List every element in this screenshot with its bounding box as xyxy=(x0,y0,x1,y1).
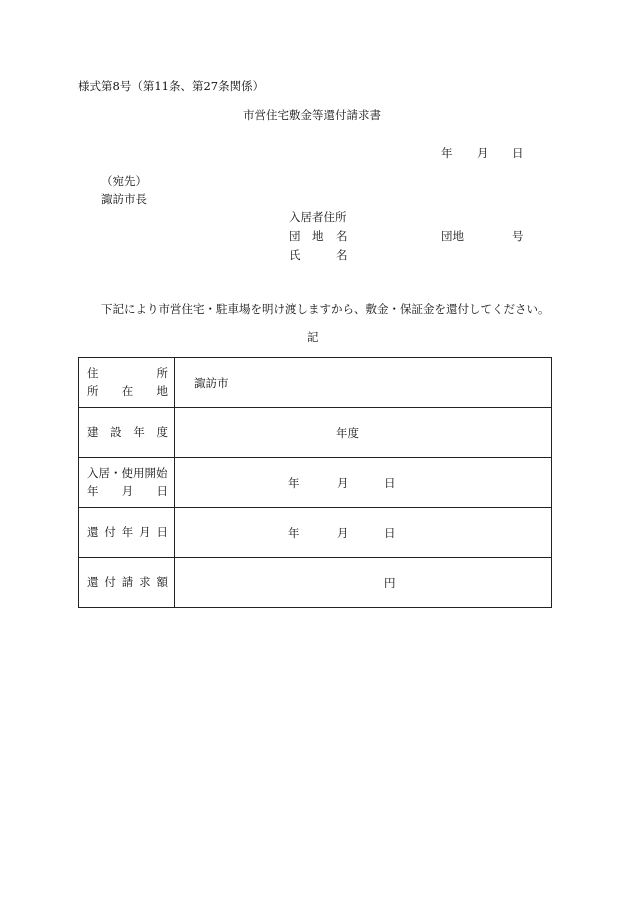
label-char: 建 xyxy=(87,424,99,439)
addressee-name: 諏訪市長 xyxy=(101,192,147,206)
label-char: 付 xyxy=(104,524,116,539)
start-date-label-cell xyxy=(79,458,175,508)
fiscal-year-unit: 年度 xyxy=(336,425,359,440)
construction-year-value-cell[interactable] xyxy=(175,408,552,458)
label-char: 日 xyxy=(156,524,168,539)
label-char: 額 xyxy=(156,574,168,589)
table-row-start-date xyxy=(79,458,552,508)
number-unit-label: 号 xyxy=(512,229,524,243)
complex-unit-label: 団地 xyxy=(441,229,464,243)
complex-name-label-2: 地 xyxy=(312,229,324,243)
table-row-construction-year xyxy=(79,408,552,458)
construction-year-label-cell xyxy=(79,408,175,458)
ki-heading: 記 xyxy=(307,330,319,344)
label-char: 月 xyxy=(121,483,134,498)
refund-amount-value-cell[interactable] xyxy=(175,558,552,608)
label-char: 在 xyxy=(121,383,134,398)
label-char: 求 xyxy=(139,574,151,589)
start-date-value-cell[interactable] xyxy=(175,458,552,508)
table-row-refund-amount xyxy=(79,558,552,608)
label-char: 住 xyxy=(87,365,99,380)
address-city: 諏訪市 xyxy=(194,375,229,390)
address-value-cell[interactable] xyxy=(175,358,552,408)
date-year-label: 年 xyxy=(441,146,453,160)
label-char: 年 xyxy=(121,524,134,539)
complex-name-label-1: 団 xyxy=(289,229,301,243)
complex-name-label-3: 名 xyxy=(336,229,348,243)
label-char: 付 xyxy=(104,574,116,589)
day-unit: 日 xyxy=(384,525,396,540)
refund-amount-label-cell xyxy=(79,558,175,608)
month-unit: 月 xyxy=(337,525,349,540)
page-title: 市営住宅敷金等還付請求書 xyxy=(243,108,381,122)
applicant-name-label-2: 名 xyxy=(336,248,348,262)
year-unit: 年 xyxy=(288,525,300,540)
address-label-cell xyxy=(79,358,175,408)
start-date-label: 入居・使用開始 xyxy=(87,465,168,480)
month-unit: 月 xyxy=(337,475,349,490)
details-table xyxy=(78,357,552,608)
yen-unit: 円 xyxy=(384,575,396,590)
label-char: 年 xyxy=(87,483,99,498)
label-char: 地 xyxy=(156,383,168,398)
label-char: 所 xyxy=(156,365,168,380)
label-char: 請 xyxy=(121,574,134,589)
label-char: 所 xyxy=(87,383,99,398)
table-row-refund-date xyxy=(79,508,552,558)
date-day-label: 日 xyxy=(512,146,524,160)
refund-date-label-cell xyxy=(79,508,175,558)
label-char: 日 xyxy=(156,483,168,498)
date-month-label: 月 xyxy=(477,146,489,160)
form-number: 様式第8号（第11条、第27条関係） xyxy=(78,79,265,93)
table-row-address xyxy=(79,358,552,408)
refund-date-value-cell[interactable] xyxy=(175,508,552,558)
label-char: 年 xyxy=(133,424,145,439)
label-char: 還 xyxy=(87,574,99,589)
label-char: 度 xyxy=(156,424,168,439)
year-unit: 年 xyxy=(288,475,300,490)
request-text: 下記により市営住宅・駐車場を明け渡しますから、敷金・保証金を還付してください。 xyxy=(101,302,550,316)
applicant-address-label: 入居者住所 xyxy=(289,210,347,224)
day-unit: 日 xyxy=(384,475,396,490)
applicant-name-label-1: 氏 xyxy=(289,248,301,262)
label-char: 還 xyxy=(87,524,99,539)
addressee-prefix: （宛先） xyxy=(101,174,147,188)
label-char: 設 xyxy=(110,424,122,439)
label-char: 月 xyxy=(139,524,151,539)
